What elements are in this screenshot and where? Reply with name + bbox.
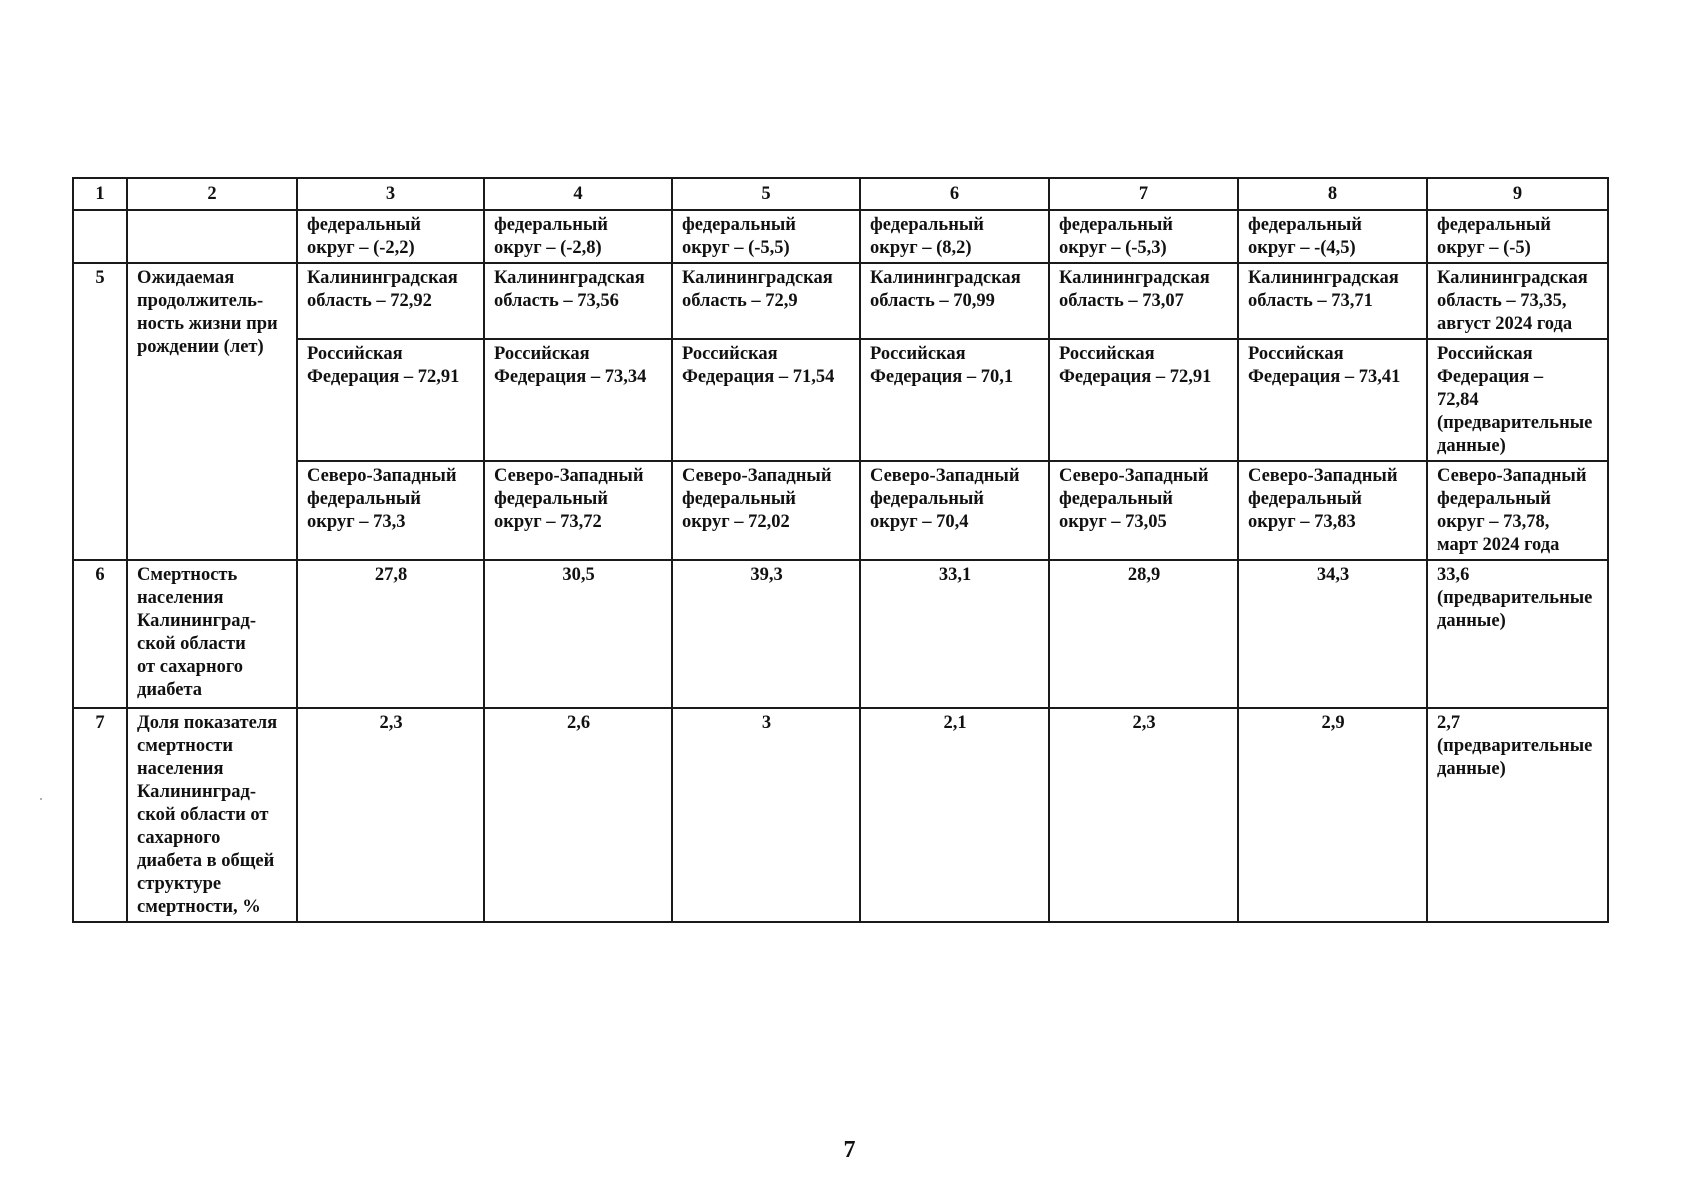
row-number: 5 xyxy=(73,263,127,560)
diabetes-mortality-share-row xyxy=(73,708,1608,922)
life-expectancy-russia-row xyxy=(73,339,1608,461)
column-number-cell: 5 xyxy=(672,178,860,210)
mortality-value-cell: 27,8 xyxy=(297,560,484,708)
russia-value-cell: Российская Федерация – 72,84 (предварительные данные) xyxy=(1427,339,1608,461)
northwest-value-cell: Северо-Западный федеральный округ – 73,78, март 2024 года xyxy=(1427,461,1608,560)
kaliningrad-value-cell: Калининградская область – 70,99 xyxy=(860,263,1049,339)
mortality-value-cell: 30,5 xyxy=(484,560,672,708)
indicator-name: Доля показателя смертности населения Калининград- ской области от сахарного диабета в общей структуре смертности, % xyxy=(127,708,297,922)
column-number-cell: 7 xyxy=(1049,178,1238,210)
indicator-name: Смертность населения Калининград- ской области от сахарного диабета xyxy=(127,560,297,708)
indicator-name: Ожидаемая продолжитель- ность жизни при рождении (лет) xyxy=(127,263,297,560)
column-number-cell: 4 xyxy=(484,178,672,210)
federal-district-change-cell: федеральный округ – (8,2) xyxy=(860,210,1049,263)
russia-value-cell: Российская Федерация – 72,91 xyxy=(297,339,484,461)
kaliningrad-value-cell: Калининградская область – 73,56 xyxy=(484,263,672,339)
kaliningrad-value-cell: Калининградская область – 72,92 xyxy=(297,263,484,339)
russia-value-cell: Российская Федерация – 72,91 xyxy=(1049,339,1238,461)
mortality-value-cell: 33,1 xyxy=(860,560,1049,708)
scan-speck xyxy=(40,798,42,800)
row-number: 6 xyxy=(73,560,127,708)
share-value-cell: 3 xyxy=(672,708,860,922)
northwest-value-cell: Северо-Западный федеральный округ – 73,3 xyxy=(297,461,484,560)
kaliningrad-value-cell: Калининградская область – 73,07 xyxy=(1049,263,1238,339)
russia-value-cell: Российская Федерация – 71,54 xyxy=(672,339,860,461)
diabetes-mortality-row xyxy=(73,560,1608,708)
northwest-value-cell: Северо-Западный федеральный округ – 70,4 xyxy=(860,461,1049,560)
northwest-value-cell: Северо-Западный федеральный округ – 73,83 xyxy=(1238,461,1427,560)
mortality-value-cell: 39,3 xyxy=(672,560,860,708)
federal-district-change-cell: федеральный округ – (-5,3) xyxy=(1049,210,1238,263)
mortality-value-cell: 28,9 xyxy=(1049,560,1238,708)
russia-value-cell: Российская Федерация – 73,41 xyxy=(1238,339,1427,461)
share-value-cell: 2,7 (предварительные данные) xyxy=(1427,708,1608,922)
column-number-row xyxy=(73,178,1608,210)
northwest-value-cell: Северо-Западный федеральный округ – 73,05 xyxy=(1049,461,1238,560)
column-number-cell: 8 xyxy=(1238,178,1427,210)
column-number-cell: 6 xyxy=(860,178,1049,210)
kaliningrad-value-cell: Калининградская область – 73,35, август 2024 года xyxy=(1427,263,1608,339)
federal-district-change-cell: федеральный округ – (-2,8) xyxy=(484,210,672,263)
federal-district-change-cell: федеральный округ – (-5,5) xyxy=(672,210,860,263)
federal-district-change-cell: федеральный округ – (-2,2) xyxy=(297,210,484,263)
federal-district-change-cell: федеральный округ – -(4,5) xyxy=(1238,210,1427,263)
federal-district-change-cell: федеральный округ – (-5) xyxy=(1427,210,1608,263)
mortality-value-cell: 34,3 xyxy=(1238,560,1427,708)
share-value-cell: 2,9 xyxy=(1238,708,1427,922)
share-value-cell: 2,1 xyxy=(860,708,1049,922)
share-value-cell: 2,3 xyxy=(1049,708,1238,922)
empty-cell xyxy=(127,210,297,263)
column-number-cell: 2 xyxy=(127,178,297,210)
column-number-cell: 1 xyxy=(73,178,127,210)
kaliningrad-value-cell: Калининградская область – 72,9 xyxy=(672,263,860,339)
share-value-cell: 2,3 xyxy=(297,708,484,922)
northwest-value-cell: Северо-Западный федеральный округ – 73,72 xyxy=(484,461,672,560)
row-number: 7 xyxy=(73,708,127,922)
share-value-cell: 2,6 xyxy=(484,708,672,922)
continuation-row xyxy=(73,210,1608,263)
russia-value-cell: Российская Федерация – 73,34 xyxy=(484,339,672,461)
mortality-value-cell: 33,6 (предварительные данные) xyxy=(1427,560,1608,708)
life-expectancy-kaliningrad-row xyxy=(73,263,1608,339)
russia-value-cell: Российская Федерация – 70,1 xyxy=(860,339,1049,461)
column-number-cell: 3 xyxy=(297,178,484,210)
column-number-cell: 9 xyxy=(1427,178,1608,210)
page-number: 7 xyxy=(843,1137,856,1163)
kaliningrad-value-cell: Калининградская область – 73,71 xyxy=(1238,263,1427,339)
empty-cell xyxy=(73,210,127,263)
northwest-value-cell: Северо-Западный федеральный округ – 72,02 xyxy=(672,461,860,560)
life-expectancy-northwest-row xyxy=(73,461,1608,560)
indicators-table xyxy=(72,177,1609,923)
